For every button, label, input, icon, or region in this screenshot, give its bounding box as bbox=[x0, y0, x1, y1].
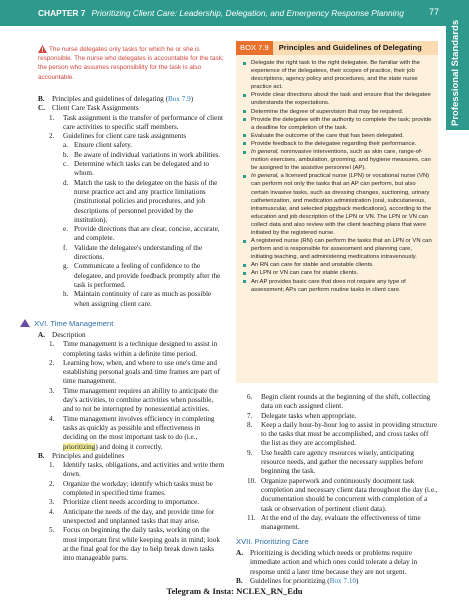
marker: g. bbox=[63, 262, 69, 271]
item-text: a licensed practical nurse (LPN) or vocational nurse (VN) can perform not only the tasks that an AP can perform, but also certain invasive tasks, such as dressing changes, suctioning, urinary catheterization, and medication administration (oral, subcutaneous, intramuscular, and selected piggyback medications), according to the education and job description of the LPN or VN. The LPN or VN can collect data and also review with the client teaching plans that were initiated by the registered nurse. bbox=[251, 173, 432, 236]
box-list-item bbox=[242, 148, 432, 172]
marker: f. bbox=[63, 243, 68, 252]
marker: 8. bbox=[247, 420, 253, 429]
left-column bbox=[38, 95, 225, 309]
marker: C. bbox=[38, 104, 45, 113]
item-c bbox=[38, 104, 225, 113]
list-item bbox=[38, 508, 225, 527]
item-text: Ensure client safety. bbox=[74, 141, 133, 150]
list-item bbox=[38, 480, 225, 499]
box-list-item: An RN can care for stable and unstable clients. bbox=[242, 261, 432, 269]
list-item bbox=[38, 415, 225, 452]
item-text: Maintain continuity of care as much as possible when assigning client care. bbox=[74, 290, 212, 308]
list-item bbox=[236, 514, 438, 533]
marker: 2. bbox=[49, 479, 55, 488]
item-text: Identify tasks, obligations, and activities and write them down. bbox=[63, 461, 225, 479]
item-b bbox=[38, 95, 225, 104]
marker: 3. bbox=[49, 386, 55, 395]
marker: 2. bbox=[49, 358, 55, 367]
list-item bbox=[236, 393, 438, 412]
item-text: Organize the workday; identify which tasks must be completed in specified time frames. bbox=[63, 479, 213, 498]
list-item bbox=[38, 526, 225, 563]
marker: 5. bbox=[49, 526, 55, 535]
right-column bbox=[236, 393, 438, 532]
item-text: Prioritizing is deciding which needs or problems require immediate action and which ones could tolerate a delay in response until a later time because they are not urgent. bbox=[250, 549, 418, 576]
marker: 6. bbox=[247, 393, 253, 401]
list-item bbox=[38, 498, 225, 507]
item-b bbox=[38, 452, 225, 461]
box-list-item: An AP provides basic care that does not require any type of assessment; APs can perform routine tasks in client care. bbox=[242, 278, 432, 294]
warning-text: The nurse delegates only tasks for which he or she is responsible. The nurse who delegates is accountable for the task; the person who assumes responsibility for the task is also accountable. bbox=[38, 46, 224, 81]
list-item bbox=[236, 421, 438, 449]
right-column-prioritizing bbox=[236, 549, 438, 586]
list-item bbox=[38, 114, 225, 133]
box-list-item: Provide feedback to the delegatee regarding their performance. bbox=[242, 140, 432, 148]
box-7-9 bbox=[236, 41, 438, 383]
marker: B. bbox=[38, 451, 45, 460]
list-item bbox=[38, 461, 225, 480]
item-text: Use health care agency resources wisely, anticipating resource needs, and gather the necessary supplies before beginning the task. bbox=[261, 448, 424, 476]
item-text: Prioritize client needs according to importance. bbox=[63, 498, 200, 507]
marker: 10. bbox=[247, 476, 256, 485]
item-text: Keep a daily hour-by-hour log to assist in providing structure to the tasks that must be accomplished, and cross tasks off the list as they are accomplished. bbox=[261, 420, 438, 448]
item-a bbox=[236, 549, 438, 577]
box-list-item: A registered nurse (RN) can perform the tasks that an LPN or VN can perform and is responsible for assessment and planning care, initiating teaching, and administering medications intravenously. bbox=[242, 237, 432, 261]
box-list-item: Determine the degree of supervision that may be required. bbox=[242, 108, 432, 116]
warning-triangle-icon bbox=[38, 45, 47, 53]
marker: c. bbox=[63, 160, 68, 169]
running-head bbox=[38, 8, 404, 18]
item-text: Delegate tasks when appropriate. bbox=[261, 411, 357, 420]
marker: 4. bbox=[49, 414, 55, 423]
emphasis: In general, bbox=[251, 149, 279, 156]
marker: d. bbox=[63, 178, 69, 187]
item-text: Determine which tasks can be delegated and to whom. bbox=[74, 160, 210, 178]
item-text: Communicate a feeling of confidence to the delegatee, and provide feedback promptly after the task is performed. bbox=[74, 262, 221, 289]
list-item bbox=[38, 262, 225, 290]
marker: B. bbox=[38, 95, 45, 103]
list-item bbox=[38, 160, 225, 179]
list-item bbox=[236, 477, 438, 514]
marker: h. bbox=[63, 290, 69, 299]
footer-watermark: Telegram & Insta: NCLEX_RN_Edu bbox=[166, 586, 303, 596]
item-text: Be aware of individual variations in work abilities. bbox=[74, 150, 221, 159]
box-list-item: Provide clear directions about the task and ensure that the delegatee understands the expectations. bbox=[242, 91, 432, 107]
marker: 4. bbox=[49, 507, 55, 516]
section-heading-xvii bbox=[236, 537, 309, 546]
list-item bbox=[38, 244, 225, 263]
list-item bbox=[236, 412, 438, 421]
chapter-title: Prioritizing Client Care: Leadership, Delegation, and Emergency Response Planning bbox=[91, 8, 404, 18]
box-list-item: An LPN or VN can care for stable clients. bbox=[242, 269, 432, 277]
highlighted-term: prioritizing bbox=[63, 442, 96, 451]
item-text: Guidelines for prioritizing ( bbox=[250, 576, 330, 585]
list-item bbox=[38, 179, 225, 225]
item-text: Time management is a technique designed to assist in completing tasks within a definite time period. bbox=[63, 340, 218, 358]
item-text: ) bbox=[190, 95, 194, 103]
marker: A. bbox=[236, 549, 243, 557]
item-text: Provide directions that are clear, concise, accurate, and complete. bbox=[74, 225, 220, 243]
item-text: Time management requires an ability to anticipate the day's activities, to combine activities when possible, and to not be interrupted by nonessential activities. bbox=[63, 386, 218, 414]
box-list-item: Delegate the right task to the right delegatee. Be familiar with the experience of the delegatees, their scopes of practice, their job descriptions, agency policy and procedures, and the state nurse practice act. bbox=[242, 59, 432, 91]
marker: 3. bbox=[49, 498, 55, 507]
list-item bbox=[38, 225, 225, 244]
emphasis: In general, bbox=[251, 173, 279, 180]
box-header bbox=[236, 41, 438, 55]
box-title: Principles and Guidelines of Delegating bbox=[278, 43, 422, 52]
box-7-9-link[interactable]: Box 7.9 bbox=[167, 95, 191, 103]
item-text: Focus on beginning the daily tasks, working on the most important first while keeping goals in mind; look at the final goal for the day to help break down tasks into manageable parts. bbox=[63, 526, 220, 563]
list-item bbox=[38, 359, 225, 387]
list-item bbox=[38, 141, 225, 150]
item-text: noninvasive interventions, such as skin care, range-of-motion exercises, ambulation, grooming, and hygiene measures, can be assigned to the assistive personnel (AP). bbox=[251, 149, 431, 172]
page-number: 77 bbox=[428, 7, 439, 17]
list-item bbox=[236, 449, 438, 477]
item-text: Anticipate the needs of the day, and provide time for unexpected and unplanned tasks that may arise. bbox=[63, 507, 215, 525]
marker: 9. bbox=[247, 448, 253, 457]
section-title: XVI. Time Management bbox=[34, 319, 114, 328]
left-column-time-management bbox=[38, 331, 225, 563]
marker: a. bbox=[63, 141, 68, 150]
marker: b. bbox=[63, 150, 69, 159]
item-text: Principles and guidelines bbox=[52, 451, 125, 460]
chapter-label: CHAPTER 7 bbox=[38, 8, 86, 18]
item-text: Begin client rounds at the beginning of the shift, collecting data on each assigned client. bbox=[261, 393, 431, 411]
item-text: At the end of the day, evaluate the effectiveness of time management. bbox=[261, 513, 421, 532]
marker: A. bbox=[38, 331, 45, 339]
marker: B. bbox=[236, 576, 243, 585]
marker: 11. bbox=[247, 513, 256, 522]
item-text: Match the task to the delegatee on the basis of the nurse practice act and any practice limitations (institutional policies and procedures, and job descriptions of personnel provided by the institution). bbox=[74, 178, 218, 224]
item-text: Task assignment is the transfer of performance of client care activities to specific staff members. bbox=[63, 113, 223, 131]
list-item bbox=[38, 132, 225, 141]
section-title: XVII. Prioritizing Care bbox=[236, 537, 309, 546]
item-text: Learning how, when, and where to use one's time and establishing personal goals and time frames are part of time management. bbox=[63, 358, 220, 386]
list-item bbox=[38, 387, 225, 415]
marker: e. bbox=[63, 225, 68, 234]
item-text: Validate the delegatee's understanding of the directions. bbox=[74, 243, 203, 262]
item-text: Client Care Task Assignments bbox=[52, 104, 139, 113]
section-triangle-icon bbox=[20, 319, 30, 327]
page-header bbox=[0, 0, 469, 26]
item-text: ) bbox=[356, 576, 359, 585]
list-item bbox=[38, 340, 225, 359]
box-list-item: Provide the delegatee with the authority to complete the task; provide a deadline for completion of the task. bbox=[242, 116, 432, 132]
item-a bbox=[38, 331, 225, 340]
marker: 1. bbox=[49, 461, 55, 470]
side-tab bbox=[446, 19, 469, 130]
item-text: Time management involves efficiency in completing tasks as quickly as possible and effectiveness in deciding on the most important task to do (i.e., bbox=[63, 414, 215, 442]
warning-note bbox=[38, 45, 225, 82]
list-item bbox=[38, 151, 225, 160]
section-heading-xvi bbox=[20, 319, 113, 328]
item-text: Principles and guidelines of delegating ( bbox=[52, 95, 168, 103]
item-text: Guidelines for client care task assignments bbox=[63, 132, 187, 141]
box-list bbox=[236, 55, 438, 294]
marker: 7. bbox=[247, 411, 253, 420]
item-b bbox=[236, 577, 438, 586]
marker: 1. bbox=[49, 340, 55, 349]
box-list-item: Evaluate the outcome of the care that has been delegated. bbox=[242, 132, 432, 140]
marker: 2. bbox=[49, 132, 55, 141]
item-text: ) and doing it correctly. bbox=[95, 442, 163, 451]
item-text: Description bbox=[52, 331, 86, 339]
list-item bbox=[38, 290, 225, 309]
box-list-item bbox=[242, 172, 432, 237]
item-text: Organize paperwork and continuously document task completion and necessary client data throughout the day (i.e., documentation should be concurrent with completion of a task or observation of pertinent client data). bbox=[261, 476, 438, 513]
side-tab-label: Professional Standards bbox=[450, 19, 461, 126]
box-7-10-link[interactable]: Box 7.10 bbox=[329, 576, 357, 585]
marker: 1. bbox=[49, 113, 55, 122]
box-number: BOX 7.9 bbox=[236, 41, 273, 55]
